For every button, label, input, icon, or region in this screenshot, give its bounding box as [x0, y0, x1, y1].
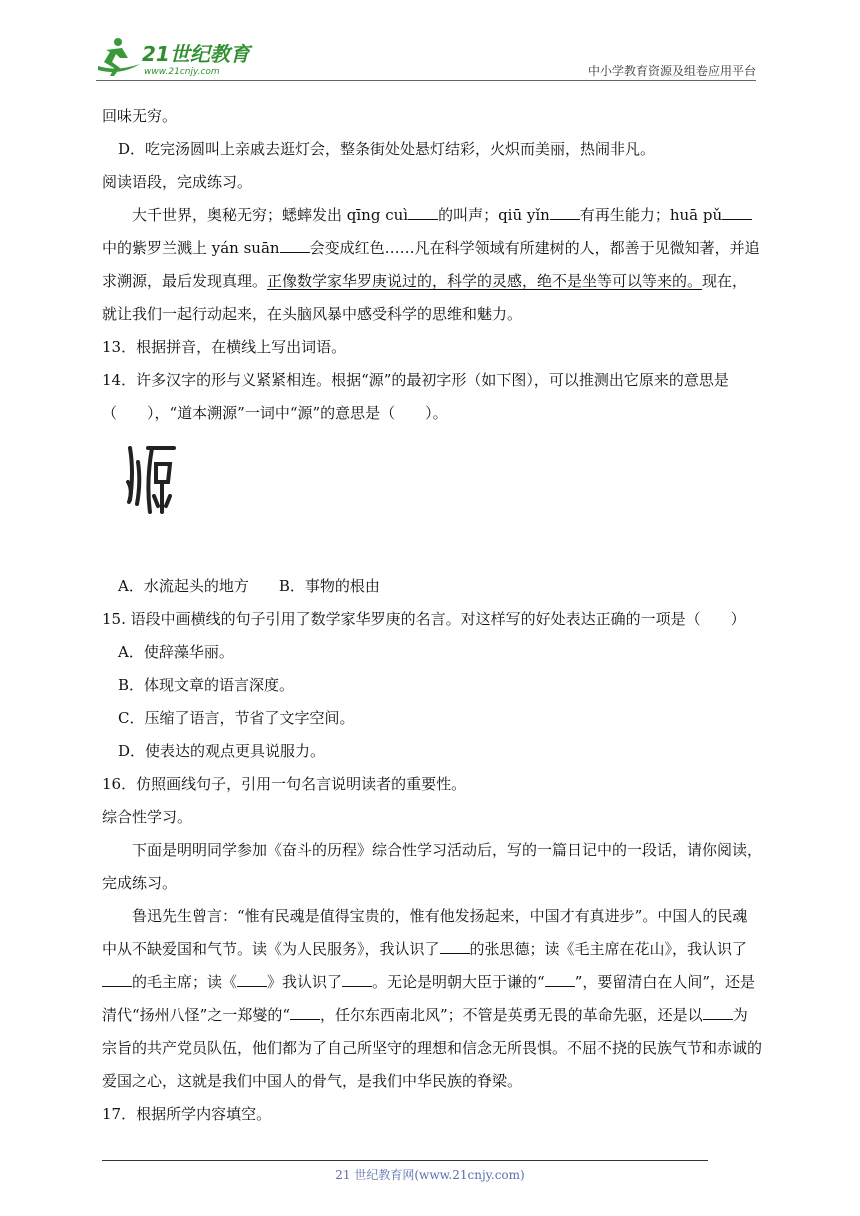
diary-intro: 下面是明明同学参加《奋斗的历程》综合性学习活动后，写的一篇日记中的一段话，请你阅读，完成练习。	[102, 841, 763, 892]
header-divider	[96, 80, 756, 81]
option-b: B．体现文章的语言深度。	[118, 676, 295, 694]
passage-text: 的叫声；qiū yǐn	[438, 206, 550, 224]
question-15: 15. 语段中画横线的句子引用了数学家华罗庚的名言。对这样写的好处表达正确的一项是（ ）	[102, 610, 746, 628]
question-13: 13．根据拼音，在横线上写出词语。	[102, 338, 347, 356]
ancient-character-figure	[102, 430, 762, 570]
question-17: 17．根据所学内容填空。	[102, 1105, 272, 1123]
passage-text: 的张思德；读《毛主席在花山》，我认识了	[469, 940, 748, 958]
passage-text: 》我认识了	[267, 973, 343, 991]
section-title: 综合性学习。	[102, 808, 193, 826]
reading-passage	[102, 199, 762, 331]
passage-text: 鲁迅先生曾言：“惟有民魂是值得宝贵的，惟有他发扬起来，中国才有真进步”。中国人的民魂中从不缺爱国和气节。读《为人民服务》，我认识了	[102, 907, 748, 958]
passage-text: 现在，就让我们一起行动起来，在头脑风暴中感受科学的思维和魅力。	[102, 272, 748, 323]
logo-text: 21世纪教育	[142, 42, 250, 66]
fill-blank	[237, 972, 267, 987]
fill-blank	[342, 972, 372, 987]
passage-text: 的毛主席；读《	[132, 973, 238, 991]
diary-passage	[102, 900, 762, 1098]
option-c: C．压缩了语言，节省了文字空间。	[118, 709, 355, 727]
footer-divider	[102, 1160, 708, 1161]
fill-blank	[408, 205, 438, 220]
platform-title: 中小学教育资源及组卷应用平台	[587, 64, 756, 78]
seal-script-yuan-image	[124, 442, 180, 518]
passage-text: 中的紫罗兰溅上 yán suān	[102, 239, 280, 257]
site-logo	[96, 36, 266, 80]
underlined-sentence: 正像数学家华罗庚说过的，科学的灵感，绝不是坐等可以等来的。	[267, 272, 703, 290]
logo-url: www.21cnjy.com	[144, 67, 220, 77]
question-16: 16．仿照画线句子，引用一句名言说明读者的重要性。	[102, 775, 467, 793]
question-14-options: A．水流起头的地方 B．事物的根由	[118, 577, 380, 595]
document-body	[102, 100, 762, 1131]
option-a: A．使辞藻华丽。	[118, 643, 234, 661]
fill-blank	[290, 1005, 320, 1020]
fill-blank	[102, 972, 132, 987]
section-instruction: 阅读语段，完成练习。	[102, 173, 253, 191]
fill-blank	[440, 939, 470, 954]
fill-blank	[703, 1005, 733, 1020]
footer-link[interactable]: 21 世纪教育网(www.21cnjy.com)	[335, 1168, 525, 1182]
passage-text: 。无论是明朝大臣于谦的“	[372, 973, 545, 991]
fill-blank	[545, 972, 575, 987]
page-header	[0, 0, 860, 80]
passage-text: 会变成红色……凡在科学领域有所建树的人，都善于见微知著，并追求溯源，最后发现真理。	[102, 239, 760, 290]
passage-text: 为宗旨的共产党员队伍，他们都为了自己所坚守的理想和信念无所畏惧。不屈不挠的民族气节和赤诚的爱国之心，这就是我们中国人的骨气，是我们中华民族的脊梁。	[102, 1006, 763, 1090]
passage-text: 大千世界，奥秘无穷；蟋蟀发出 qīng cuì	[132, 206, 409, 224]
passage-text: ，任尔东西南北风”；不管是英勇无畏的革命先驱，还是以	[320, 1006, 703, 1024]
text-line: 回味无穷。	[102, 107, 178, 125]
option-d: D．吃完汤圆叫上亲戚去逛灯会，整条街处处悬灯结彩，火炽而美丽，热闹非凡。	[118, 140, 656, 158]
passage-text: ”，要留清白在人间”，还是清代“扬州八怪”之一郑燮的“	[102, 973, 756, 1024]
fill-blank	[722, 205, 752, 220]
question-14: 14．许多汉字的形与义紧紧相连。根据“源”的最初字形（如下图），可以推测出它原来的意思是（ ），“道本溯源”一词中“源”的意思是（ ）。	[102, 371, 729, 422]
passage-text: 有再生能力；huā pǔ	[579, 206, 723, 224]
fill-blank	[280, 238, 310, 253]
fill-blank	[550, 205, 580, 220]
option-d: D．使表达的观点更具说服力。	[118, 742, 326, 760]
